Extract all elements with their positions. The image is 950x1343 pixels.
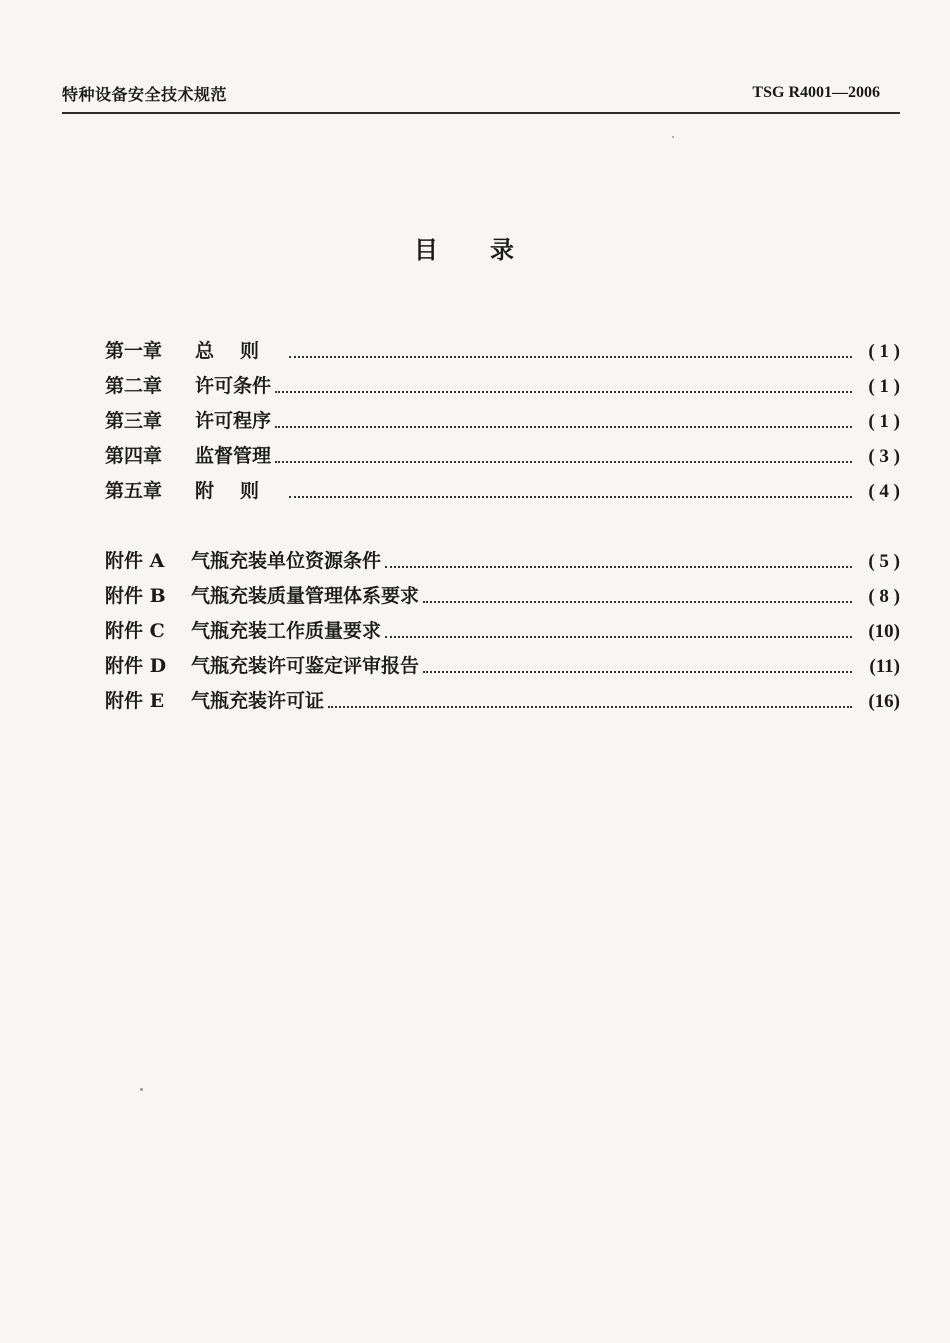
dot-leader bbox=[385, 565, 852, 568]
toc-entry-appendix-b[interactable] bbox=[105, 581, 900, 616]
toc-entry-page: (10) bbox=[868, 621, 900, 642]
toc-appendices bbox=[105, 546, 900, 721]
toc-entry-chapter-2[interactable] bbox=[105, 371, 900, 406]
toc-entry-page: ( 1 ) bbox=[868, 341, 900, 362]
toc-entry-chapter-5[interactable] bbox=[105, 476, 900, 511]
toc-entry-label: 附件 E bbox=[105, 690, 165, 712]
toc-entry-label: 附件 B bbox=[105, 585, 166, 607]
toc-entry-page: ( 3 ) bbox=[868, 446, 900, 467]
dot-leader bbox=[289, 495, 852, 498]
toc-entry-appendix-c[interactable] bbox=[105, 616, 900, 651]
toc-entry-page: ( 4 ) bbox=[868, 481, 900, 502]
toc-entry-label: 第四章 bbox=[105, 445, 163, 467]
toc-entry-page: ( 8 ) bbox=[868, 586, 900, 607]
toc-entry-label: 第一章 bbox=[105, 340, 163, 362]
toc-entry-appendix-e[interactable] bbox=[105, 686, 900, 721]
toc-entry-chapter-3[interactable] bbox=[105, 406, 900, 441]
dot-leader bbox=[275, 390, 852, 393]
toc-entry-page: ( 5 ) bbox=[868, 551, 900, 572]
toc-title: 目录 bbox=[414, 236, 566, 264]
toc-entry-label: 第二章 bbox=[105, 375, 163, 397]
toc-entry-appendix-a[interactable] bbox=[105, 546, 900, 581]
header-series-title: 特种设备安全技术规范 bbox=[62, 85, 228, 104]
toc-entry-label: 附件 A bbox=[105, 550, 165, 572]
toc-entry-page: ( 1 ) bbox=[868, 376, 900, 397]
toc-entry-title: 总则 bbox=[195, 340, 286, 362]
toc-entry-title: 气瓶充装许可证 bbox=[191, 690, 325, 712]
header-standard-code: TSG R4001—2006 bbox=[752, 84, 880, 101]
toc-entry-chapter-4[interactable] bbox=[105, 441, 900, 476]
dot-leader bbox=[275, 425, 852, 428]
dot-leader bbox=[275, 460, 852, 463]
toc-entry-title: 气瓶充装许可鉴定评审报告 bbox=[191, 655, 420, 677]
dot-leader bbox=[385, 635, 852, 638]
toc-entry-chapter-1[interactable] bbox=[105, 336, 900, 371]
scan-speck bbox=[140, 1088, 143, 1091]
toc-entry-label: 附件 C bbox=[105, 620, 165, 642]
toc-entry-title: 监督管理 bbox=[195, 445, 272, 467]
toc-entry-title: 气瓶充装单位资源条件 bbox=[191, 550, 382, 572]
scan-speck bbox=[672, 136, 674, 138]
dot-leader bbox=[289, 355, 852, 358]
toc-chapters bbox=[105, 336, 900, 511]
toc-entry-page: ( 1 ) bbox=[868, 411, 900, 432]
toc-entry-appendix-d[interactable] bbox=[105, 651, 900, 686]
toc-entry-label: 第五章 bbox=[105, 480, 163, 502]
toc-entry-label: 附件 D bbox=[105, 655, 167, 677]
toc-entry-label: 第三章 bbox=[105, 410, 163, 432]
toc-entry-title: 附则 bbox=[195, 480, 286, 502]
toc-entry-title: 许可程序 bbox=[195, 410, 272, 432]
toc-entry-title: 气瓶充装工作质量要求 bbox=[191, 620, 382, 642]
dot-leader bbox=[328, 705, 852, 708]
toc-entry-title: 气瓶充装质量管理体系要求 bbox=[191, 585, 420, 607]
toc-entry-title: 许可条件 bbox=[195, 375, 272, 397]
toc-entry-page: (11) bbox=[869, 656, 900, 677]
dot-leader bbox=[423, 600, 852, 603]
toc-entry-page: (16) bbox=[868, 691, 900, 712]
page-header bbox=[62, 80, 900, 114]
dot-leader bbox=[423, 670, 852, 673]
